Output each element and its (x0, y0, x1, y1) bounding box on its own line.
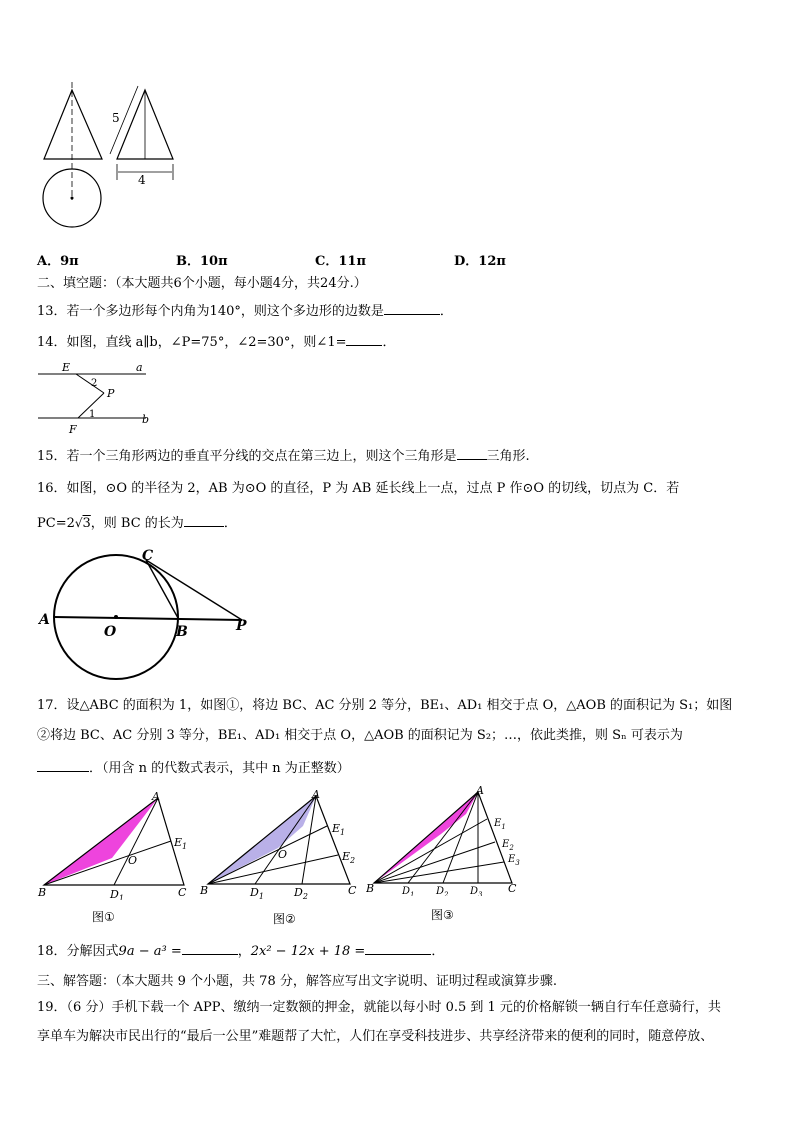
option-b: B．10π (176, 254, 228, 269)
svg-text:C: C (142, 548, 154, 564)
svg-text:A: A (312, 788, 320, 801)
section-2-heading: 二、填空题：（本大题共6个小题，每小题4分，共24分.） (37, 276, 367, 291)
base-label: 4 (138, 173, 146, 187)
q13-text: 13．若一个多边形每个内角为140°，则这个多边形的边数是 (37, 304, 384, 319)
question-17-line-2: ②将边 BC、AC 分别 3 等分，BE₁、AD₁ 相交于点 O，△AOB 的面积记为 S₂；…，依此类推，则 Sₙ 可表示为 (37, 728, 683, 743)
svg-text:B: B (38, 886, 47, 899)
svg-text:E3: $E_3$ (508, 854, 520, 867)
figure-2-caption: 图② (273, 912, 296, 926)
svg-text:O: O (278, 848, 288, 861)
circle-tangent-figure (36, 548, 261, 682)
svg-text:2: 2 (91, 378, 98, 389)
slant-label: 5 (112, 111, 120, 125)
svg-text:E2: $E_2$ (502, 839, 514, 852)
svg-text:D2: $D_2$ (294, 886, 308, 900)
svg-text:a: a (136, 361, 143, 374)
svg-text:E1: $E_1$ (174, 836, 188, 851)
question-16-line-2: PC=2√3，则 BC 的长为 ． (37, 516, 237, 531)
triangle-figure-3 (366, 784, 526, 896)
figure-1-caption: 图① (92, 910, 115, 924)
svg-text:B: B (200, 884, 209, 897)
question-17-line-3: ．（用含 n 的代数式表示，其中 n 为正整数） (37, 759, 350, 778)
svg-text:C: C (348, 884, 357, 897)
svg-text:E2: $E_2$ (342, 850, 356, 865)
svg-text:P: P (236, 618, 247, 634)
svg-text:E1: $E_1$ (332, 822, 346, 837)
svg-text:A: A (152, 790, 160, 803)
svg-text:b: b (142, 413, 150, 426)
svg-text:O: O (104, 624, 117, 640)
svg-text:O: O (128, 854, 138, 867)
option-d: D．12π (454, 254, 506, 269)
svg-text:A: A (39, 612, 50, 628)
figure-3-caption: 图③ (431, 908, 454, 922)
triangle-figure-2 (198, 786, 363, 900)
question-14: 14．如图，直线 a∥b，∠P=75°，∠2=30°，则∠1= ． (37, 335, 396, 350)
section-3-heading: 三、解答题：（本大题共 9 个小题，共 78 分，解答应写出文字说明、证明过程或演算步骤. (37, 974, 557, 989)
svg-text:C: C (178, 886, 187, 899)
triangle-figure-1 (36, 790, 196, 900)
q15-text: 15．若一个三角形两边的垂直平分线的交点在第三边上，则这个三角形是 (37, 449, 457, 464)
svg-text:F: F (69, 423, 77, 436)
svg-text:B: B (176, 624, 188, 640)
svg-text:C: C (508, 882, 517, 895)
svg-text:E1: $E_1$ (494, 818, 506, 831)
q14-text: 14．如图，直线 a∥b，∠P=75°，∠2=30°，则∠1= (37, 335, 347, 350)
svg-text:P: P (107, 387, 115, 400)
svg-text:D1: $D_1$ (250, 886, 264, 900)
question-18: 18．分解因式9a − a³ = ，2x² − 12x + 18 = ． (37, 944, 445, 959)
question-17-line-1: 17．设△ABC 的面积为 1，如图①，将边 BC、AC 分别 2 等分，BE₁、AD₁ 相交于点 O，△AOB 的面积记为 S₁；如图 (37, 698, 733, 713)
svg-text:D3: $D_3$ (470, 886, 483, 896)
question-19-line-1: 19．（6 分）手机下载一个 APP、缴纳一定数额的押金，就能以每小时 0.5 到 1 元的价格解锁一辆自行车任意骑行，共 (37, 1000, 721, 1015)
svg-text:B: B (366, 882, 375, 895)
question-16-line-1: 16．如图，⊙O 的半径为 2，AB 为⊙O 的直径，P 为 AB 延长线上一点，过点 P 作⊙O 的切线，切点为 C．若 (37, 481, 680, 496)
svg-text:A: A (476, 784, 484, 797)
svg-text:1: 1 (89, 409, 96, 420)
svg-text:D1: $D_1$ (402, 886, 415, 896)
question-19-line-2: 享单车为解决市民出行的“最后一公里”难题帮了大忙，人们在享受科技进步、共享经济带来的便利的同时，随意停放、 (37, 1029, 714, 1044)
svg-text:D1: $D_1$ (110, 888, 124, 900)
parallel-lines-figure (36, 360, 156, 438)
option-c: C．11π (315, 254, 366, 269)
question-15: 15．若一个三角形两边的垂直平分线的交点在第三边上，则这个三角形是 三角形. (37, 449, 530, 464)
option-a: A．9π (37, 254, 79, 269)
svg-text:D2: $D_2$ (436, 886, 449, 896)
cone-views-figure (38, 80, 178, 230)
svg-text:E: E (62, 361, 71, 374)
question-13: 13．若一个多边形每个内角为140°，则这个多边形的边数是 ． (37, 304, 453, 319)
